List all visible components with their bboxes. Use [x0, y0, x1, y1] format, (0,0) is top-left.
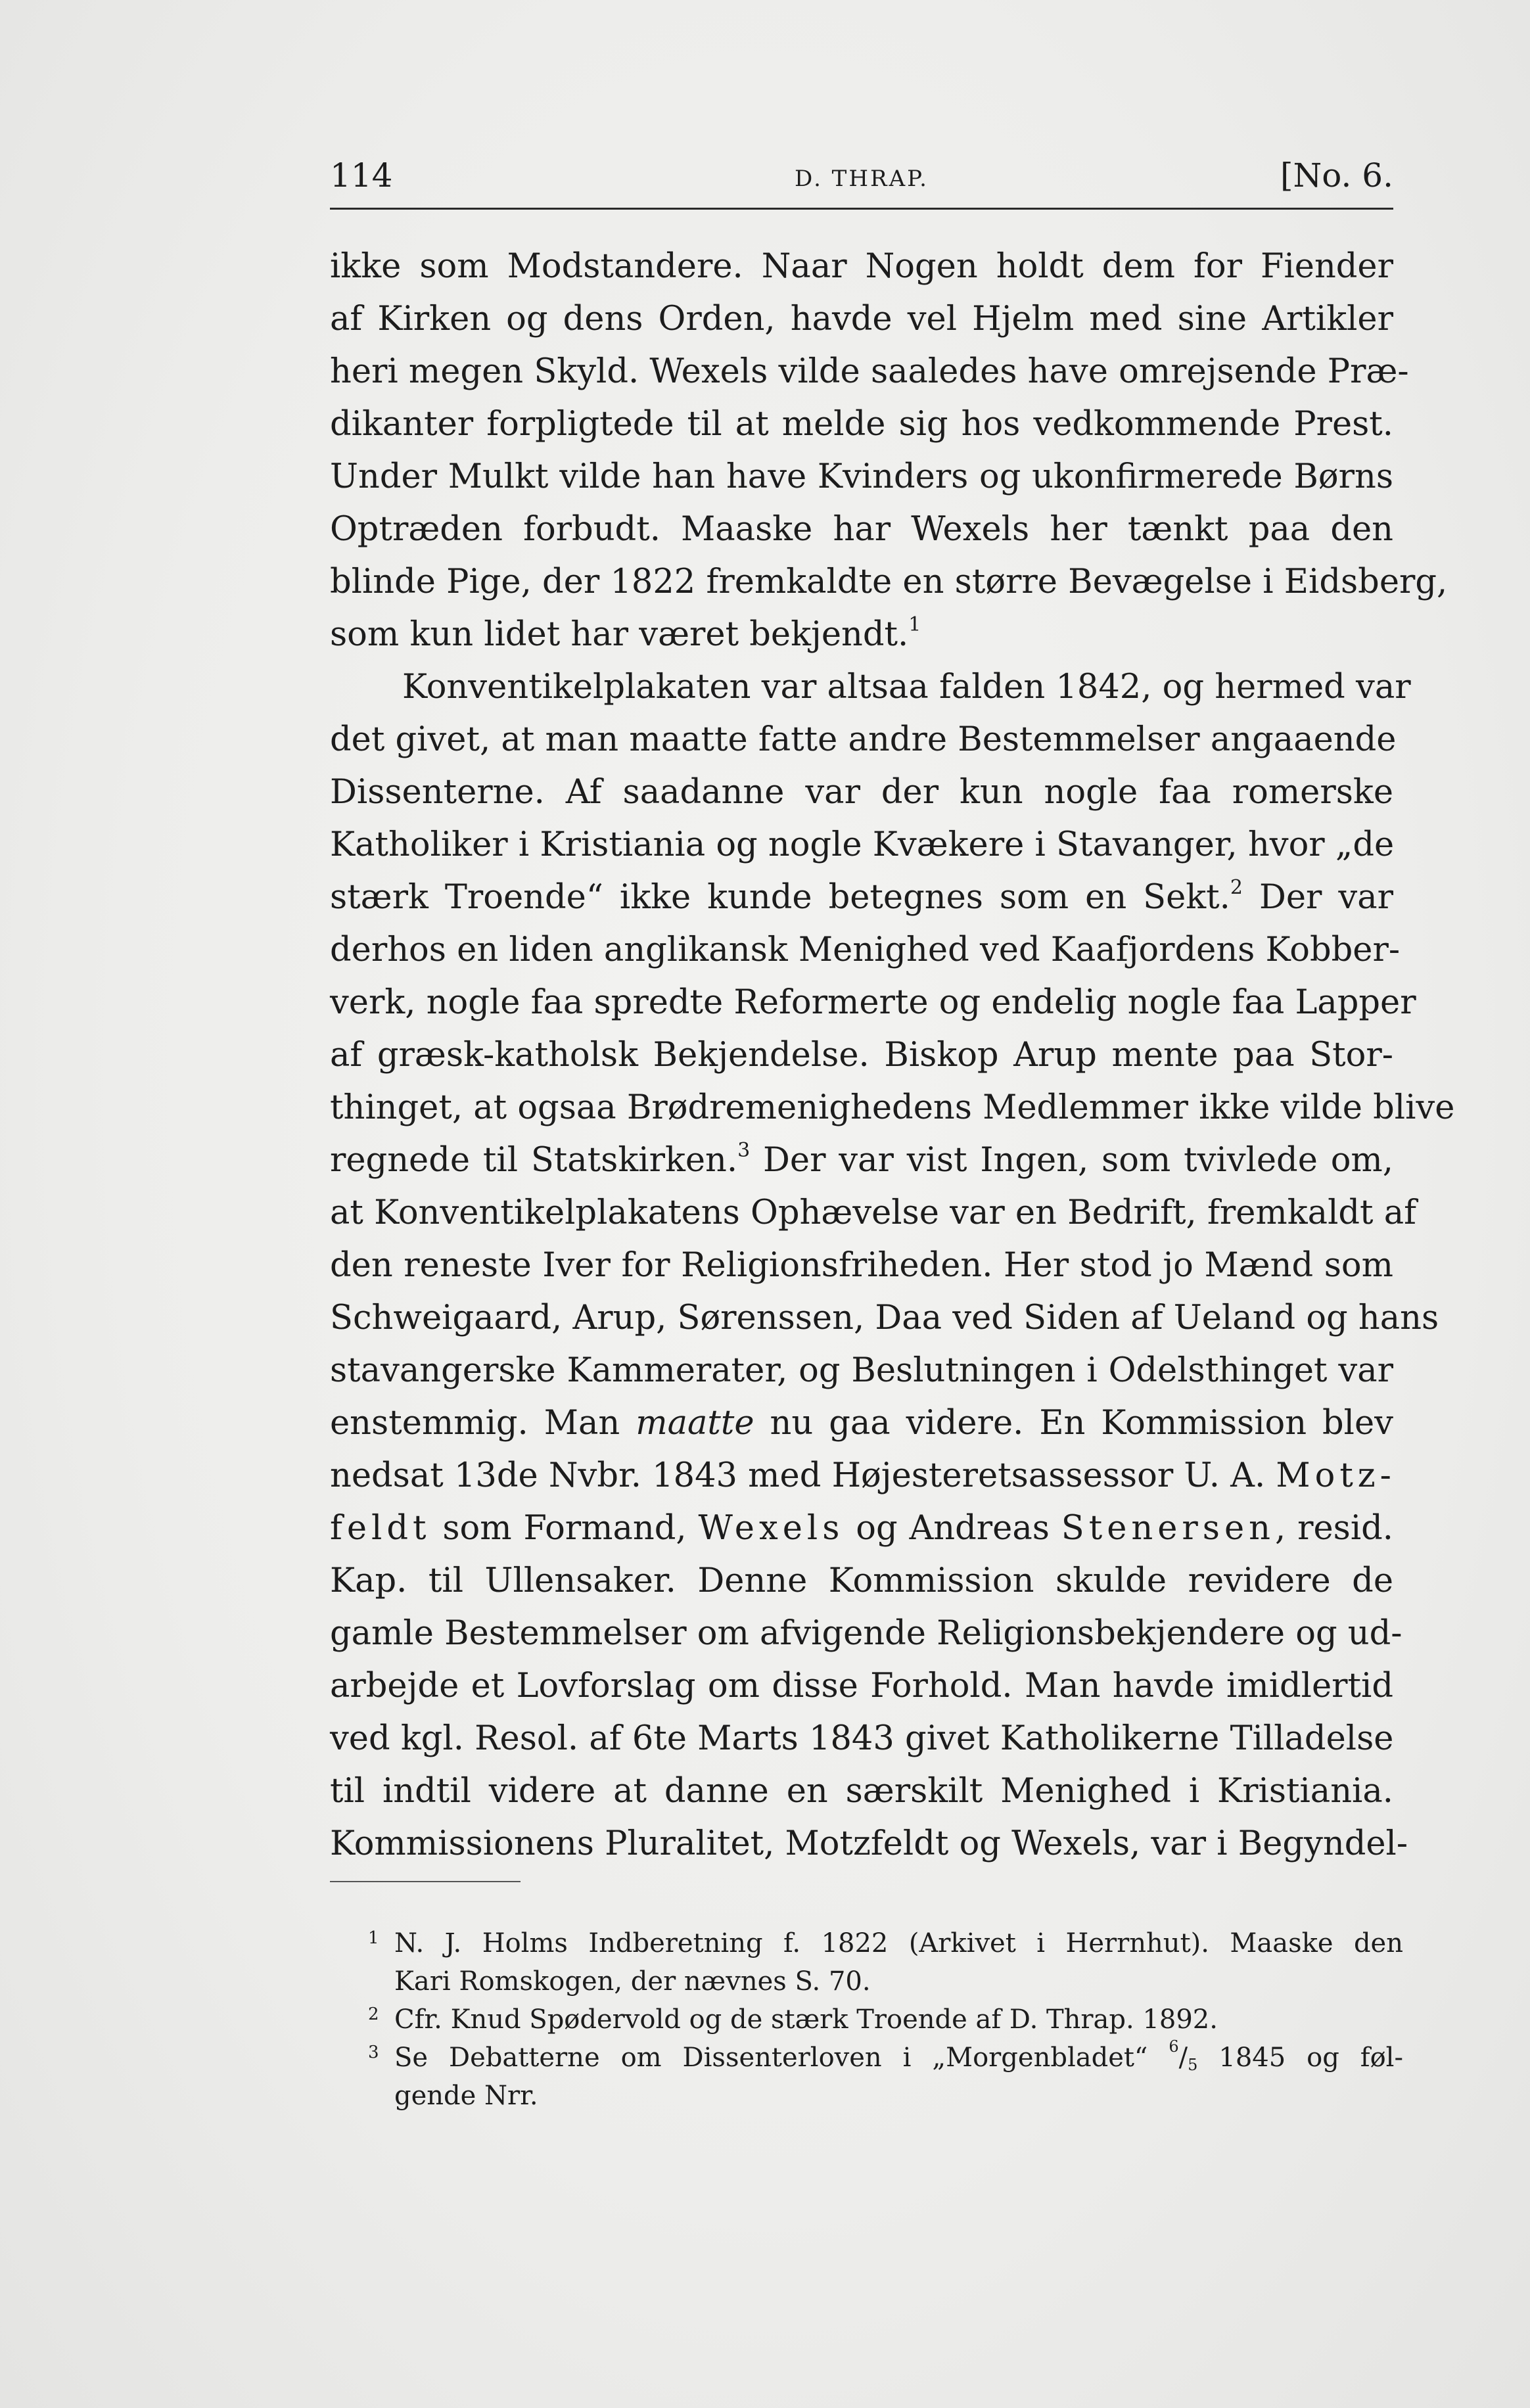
text-line: stærk Troende“ ikke kunde betegnes som en Sekt.$^2$ Der var [330, 876, 1394, 917]
text-line: Optræden forbudt. Maaske har Wexels her tænkt paa den [330, 510, 1393, 549]
spaced-name: feldt [330, 1509, 431, 1548]
text-line: feldt som Formand, Wexels og Andreas Stenersen, resid. [330, 1509, 1393, 1548]
footnote-mark: 2 [368, 2004, 379, 2024]
footnote-mark: 1 [368, 1928, 379, 1948]
text-line: derhos en liden anglikansk Menighed ved Kaafjordens Kobber- [330, 931, 1401, 969]
page-header [330, 156, 1393, 202]
footnote-line: N. J. Holms Indberetning f. 1822 (Arkivet i Herrnhut). Maaske den [394, 1928, 1403, 1958]
text-line: Kommissionens Pluralitet, Motzfeldt og Wexels, var i Begyndel- [330, 1824, 1408, 1863]
text-line: Katholiker i Kristiania og nogle Kvækere i Stavanger, hvor „de [330, 825, 1395, 864]
body-text [330, 241, 1455, 1870]
text-line: blinde Pige, der 1822 fremkaldte en større Bevægelse i Eidsberg, [330, 563, 1448, 601]
footnote [368, 2001, 1403, 2039]
spaced-name: Stenersen [1061, 1509, 1276, 1548]
header-rule [330, 208, 1393, 210]
footnote-line: gende Nrr. [394, 2081, 538, 2111]
spaced-name: Motz- [1276, 1456, 1396, 1495]
footnotes [368, 1924, 1403, 2115]
footnote-mark: 3 [368, 2043, 379, 2062]
footnote-ref: 2 [1230, 876, 1243, 899]
text-line: til indtil videre at danne en særskilt Menighed i Kristiania. [330, 1772, 1393, 1811]
text-line: Kap. til Ullensaker. Denne Kommission skulde revidere de [330, 1562, 1393, 1600]
text-line: verk, nogle faa spredte Reformerte og endelig nogle faa Lapper [330, 983, 1416, 1022]
footnote-ref: 3 [737, 1139, 751, 1162]
footnote-line: Se Debatterne om Dissenterloven i „Morgenbladet“ $^6/_5$ 1845 og føl- [394, 2037, 1403, 2074]
text-line: enstemmig. Man maatte nu gaa videre. En Kommission blev [330, 1404, 1393, 1443]
text-line: nedsat 13de Nvbr. 1843 med Højesteretsassessor U. A. Motz- [330, 1456, 1396, 1495]
footnote [368, 1924, 1403, 2001]
text-line: Under Mulkt vilde han have Kvinders og ukonfirmerede Børns [330, 457, 1393, 496]
footnote-rule [330, 1881, 521, 1882]
text-line: som kun lidet har været bekjendt.$^1$ [330, 613, 921, 654]
text-line: Konventikelplakaten var altsaa falden 1842, og hermed var [402, 668, 1411, 706]
text-line: arbejde et Lovforslag om disse Forhold. Man havde imidlertid [330, 1667, 1393, 1705]
page-number: 114 [330, 156, 393, 195]
text-line: stavangerske Kammerater, og Beslutningen i Odelsthinget var [330, 1351, 1393, 1390]
text-line: Schweigaard, Arup, Sørenssen, Daa ved Siden af Ueland og hans [330, 1299, 1439, 1337]
date-fraction: $^6/_5$ [1169, 2037, 1198, 2074]
running-head: D. THRAP. [795, 166, 929, 192]
text-line: regnede til Statskirken.$^3$ Der var vist Ingen, som tvivlede om, [330, 1139, 1393, 1180]
text-line: thinget, at ogsaa Brødremenighedens Medlemmer ikke vilde blive [330, 1088, 1455, 1127]
text-line: ved kgl. Resol. af 6te Marts 1843 givet Katholikerne Tilladelse [330, 1719, 1394, 1758]
text-line: den reneste Iver for Religionsfriheden. Her stod jo Mænd som [330, 1246, 1393, 1285]
text-line: at Konventikelplakatens Ophævelse var en Bedrift, fremkaldt af [330, 1193, 1417, 1232]
text-line: af Kirken og dens Orden, havde vel Hjelm med sine Artikler [330, 300, 1393, 338]
text-line: ikke som Modstandere. Naar Nogen holdt dem for Fiender [330, 247, 1393, 286]
text-line: af græsk-katholsk Bekjendelse. Biskop Arup mente paa Stor- [330, 1036, 1393, 1075]
spaced-name: Wexels [698, 1509, 845, 1548]
text-line: Dissenterne. Af saadanne var der kun nogle faa romerske [330, 773, 1393, 812]
text-line: det givet, at man maatte fatte andre Bestemmelser angaaende [330, 720, 1397, 759]
text-line: dikanter forpligtede til at melde sig hos vedkommende Prest. [330, 405, 1393, 444]
text-line: heri megen Skyld. Wexels vilde saaledes have omrejsende Præ- [330, 352, 1409, 391]
footnote-line: Kari Romskogen, der nævnes S. 70. [394, 1966, 871, 1997]
text-line: gamle Bestemmelser om afvigende Religionsbekjendere og ud- [330, 1614, 1402, 1653]
issue-number: [No. 6. [1280, 156, 1393, 195]
footnote [368, 2039, 1403, 2115]
footnote-line: Cfr. Knud Spødervold og de stærk Troende af D. Thrap. 1892. [394, 2004, 1218, 2035]
footnote-ref: 1 [908, 613, 921, 636]
emphasis: maatte [636, 1404, 754, 1443]
